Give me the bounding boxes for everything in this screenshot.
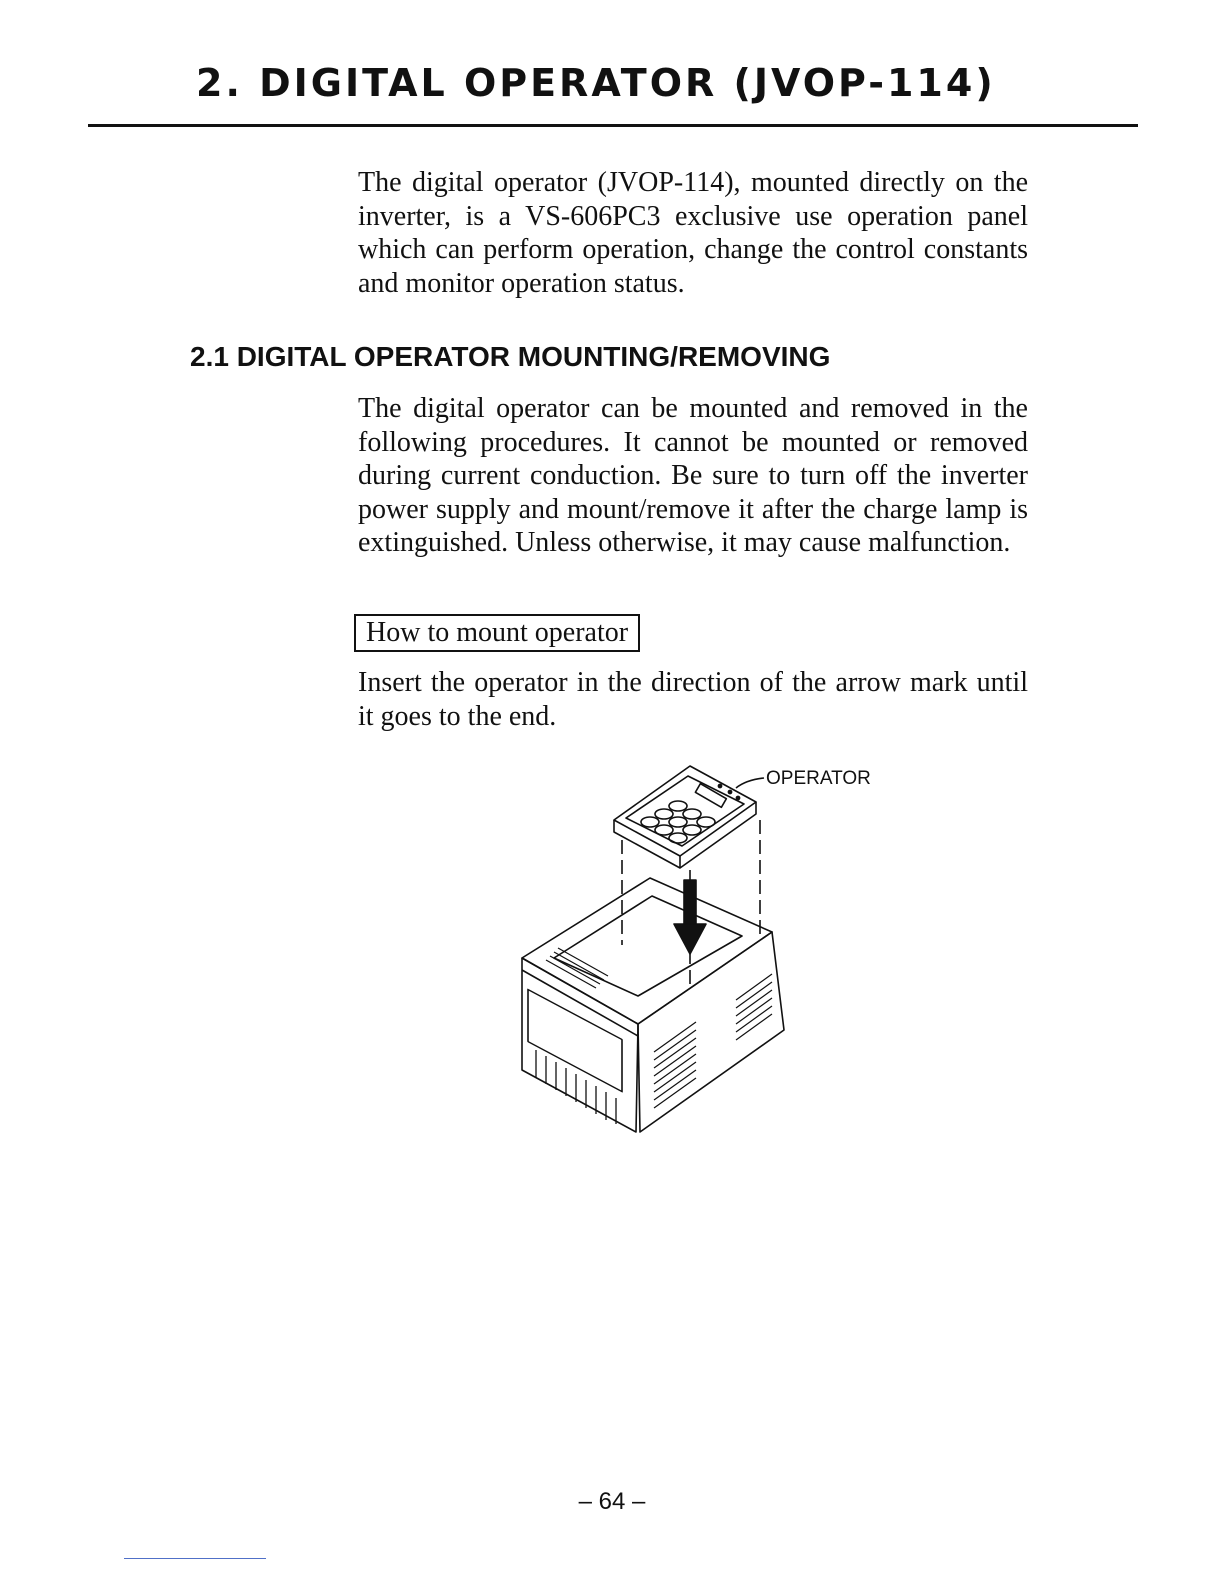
insert-instruction: Insert the operator in the direction of the arrow mark until it goes to the end. <box>358 667 1028 732</box>
operator-panel-illustration <box>614 766 756 868</box>
mounting-paragraph: The digital operator can be mounted and removed in the following procedures. It cannot be mounted or removed during current conduction. Be sure to turn off the inverter power supply and mount/remove it after the charge lamp is extinguished. Unless otherwise, it may cause malfunction. <box>358 393 1028 558</box>
operator-mounting-figure <box>510 760 880 1140</box>
how-to-mount-subheading: How to mount operator <box>354 614 640 652</box>
page-number: – 64 – <box>578 1488 646 1515</box>
intro-paragraph: The digital operator (JVOP-114), mounted directly on the inverter, is a VS-606PC3 exclusive use operation panel which can perform operation, change the control constants and monitor operation status. <box>358 167 1028 299</box>
title-rule <box>88 124 1138 127</box>
footer-link-line <box>124 1558 266 1559</box>
inverter-illustration <box>522 878 784 1132</box>
section-heading: 2.1 DIGITAL OPERATOR MOUNTING/REMOVING <box>190 341 831 372</box>
page-title: 2. DIGITAL OPERATOR (JVOP-114) <box>196 61 996 105</box>
operator-label: OPERATOR <box>766 768 871 789</box>
